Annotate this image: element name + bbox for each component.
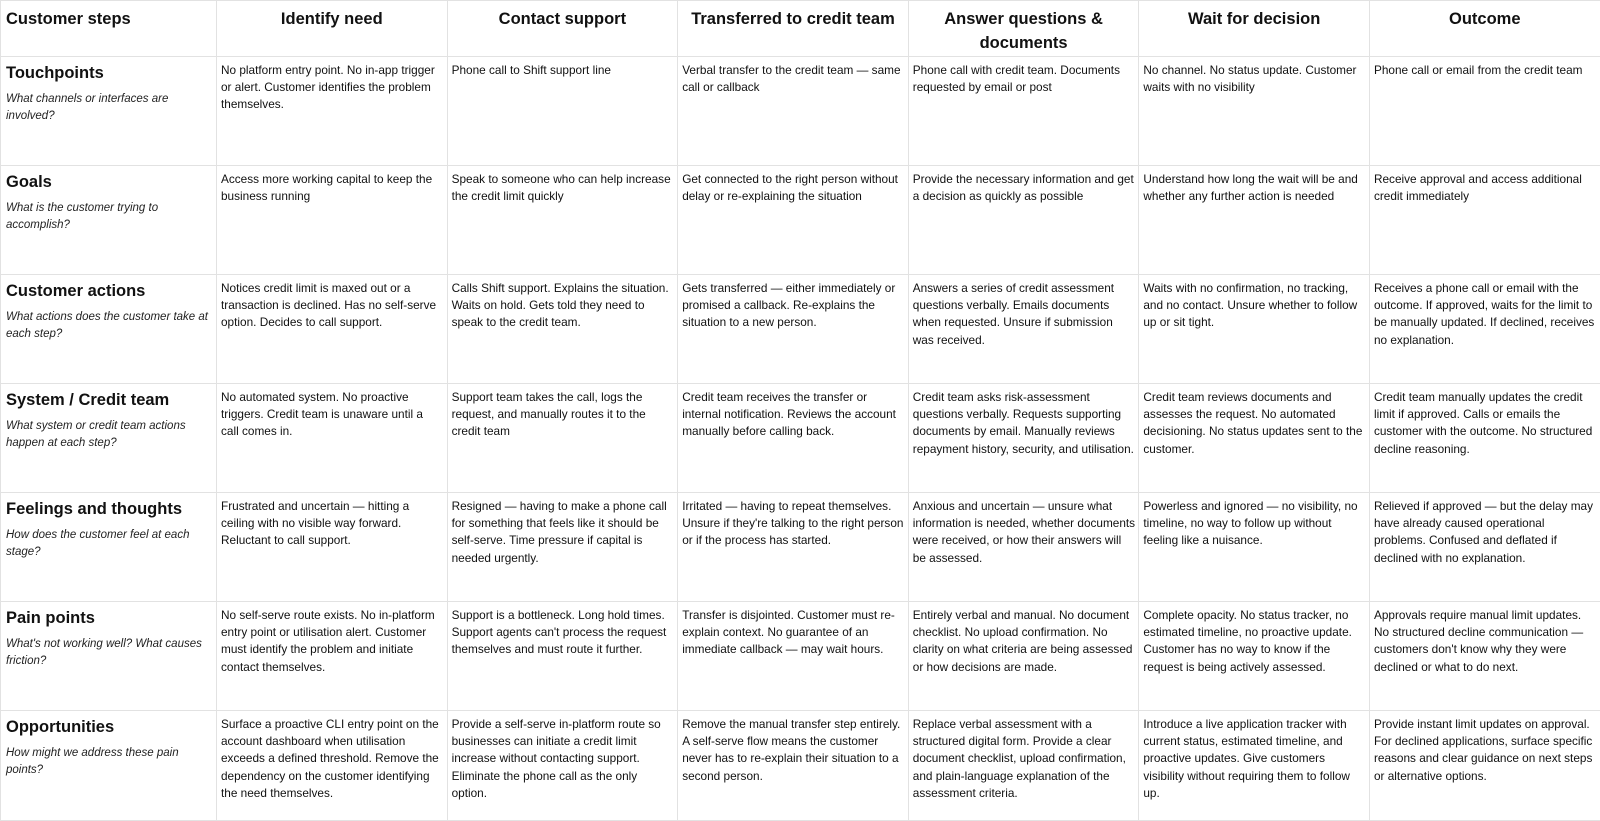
row-question: What channels or interfaces are involved? — [6, 91, 208, 125]
row-header — [1, 602, 217, 711]
row-question: What is the customer trying to accomplish? — [6, 200, 208, 234]
row-title: Goals — [6, 172, 208, 192]
table-cell: Entirely verbal and manual. No document checklist. No upload confirmation. No clarity on what criteria are being assessed or how decisions are made. — [908, 602, 1139, 711]
row-header — [1, 57, 217, 166]
table-cell: Calls Shift support. Explains the situation. Waits on hold. Gets told they need to speak to the credit team. — [447, 275, 678, 384]
row-goals — [1, 166, 1600, 275]
row-header — [1, 384, 217, 493]
table-cell: Access more working capital to keep the business running — [217, 166, 448, 275]
table-cell: Credit team receives the transfer or internal notification. Reviews the account manually before calling back. — [678, 384, 909, 493]
table-cell: Phone call to Shift support line — [447, 57, 678, 166]
table-cell: Understand how long the wait will be and whether any further action is needed — [1139, 166, 1370, 275]
row-system-credit-team — [1, 384, 1600, 493]
row-title: Pain points — [6, 608, 208, 628]
table-cell: Support team takes the call, logs the request, and manually routes it to the credit team — [447, 384, 678, 493]
row-question: What system or credit team actions happen at each step? — [6, 418, 208, 452]
table-cell: Provide a self-serve in-platform route so businesses can initiate a credit limit increase without contacting support. Eliminate the phone call as the only option. — [447, 711, 678, 821]
row-pain-points — [1, 602, 1600, 711]
table-cell: Provide instant limit updates on approval. For declined applications, surface specific reasons and clear guidance on next steps or alternative options. — [1369, 711, 1600, 821]
table-cell: Powerless and ignored — no visibility, no timeline, no way to follow up without feeling like a nuisance. — [1139, 493, 1370, 602]
table-cell: Resigned — having to make a phone call for something that feels like it should be self-serve. Time pressure if capital is needed urgently. — [447, 493, 678, 602]
row-question: How does the customer feel at each stage? — [6, 527, 208, 561]
column-header-contact-support: Contact support — [447, 1, 678, 57]
table-cell: Phone call with credit team. Documents requested by email or post — [908, 57, 1139, 166]
column-header-answer-questions-documents: Answer questions & documents — [908, 1, 1139, 57]
row-header — [1, 275, 217, 384]
table-cell: No channel. No status update. Customer waits with no visibility — [1139, 57, 1370, 166]
table-cell: Notices credit limit is maxed out or a transaction is declined. Has no self-serve option. Decides to call support. — [217, 275, 448, 384]
table-cell: No self-serve route exists. No in-platform entry point or utilisation alert. Customer must identify the problem and initiate contact themselves. — [217, 602, 448, 711]
table-cell: Anxious and uncertain — unsure what information is needed, whether documents were received, or how their answers will be assessed. — [908, 493, 1139, 602]
table-cell: Relieved if approved — but the delay may have already caused operational problems. Confused and deflated if declined with no explanation. — [1369, 493, 1600, 602]
row-question: How might we address these pain points? — [6, 745, 208, 779]
column-header-customer-steps: Customer steps — [1, 1, 217, 57]
table-cell: Approvals require manual limit updates. No structured decline communication — customers don't know why they were declined or what to do next. — [1369, 602, 1600, 711]
column-header-wait-for-decision: Wait for decision — [1139, 1, 1370, 57]
table-cell: Waits with no confirmation, no tracking, and no contact. Unsure whether to follow up or sit tight. — [1139, 275, 1370, 384]
row-header — [1, 711, 217, 821]
table-cell: Irritated — having to repeat themselves. Unsure if they're talking to the right person or if the process has started. — [678, 493, 909, 602]
row-question: What's not working well? What causes friction? — [6, 636, 208, 670]
table-cell: Transfer is disjointed. Customer must re-explain context. No guarantee of an immediate callback — may wait hours. — [678, 602, 909, 711]
column-header-outcome: Outcome — [1369, 1, 1600, 57]
table-cell: Introduce a live application tracker with current status, estimated timeline, and proactive updates. Give customers visibility without requiring them to follow up. — [1139, 711, 1370, 821]
table-cell: Provide the necessary information and get a decision as quickly as possible — [908, 166, 1139, 275]
table-cell: Phone call or email from the credit team — [1369, 57, 1600, 166]
table-cell: Replace verbal assessment with a structured digital form. Provide a clear document checklist, upload confirmation, and plain-language explanation of the assessment criteria. — [908, 711, 1139, 821]
header-row — [1, 1, 1600, 57]
table-cell: Speak to someone who can help increase the credit limit quickly — [447, 166, 678, 275]
table-cell: Credit team asks risk-assessment questions verbally. Requests supporting documents by email. Manually reviews repayment history, security, and utilisation. — [908, 384, 1139, 493]
table-cell: Get connected to the right person without delay or re-explaining the situation — [678, 166, 909, 275]
table-cell: No platform entry point. No in-app trigger or alert. Customer identifies the problem themselves. — [217, 57, 448, 166]
row-question: What actions does the customer take at each step? — [6, 309, 208, 343]
row-feelings-and-thoughts — [1, 493, 1600, 602]
table-cell: Credit team manually updates the credit limit if approved. Calls or emails the customer with the outcome. No structured decline reasoning. — [1369, 384, 1600, 493]
table-cell: Verbal transfer to the credit team — same call or callback — [678, 57, 909, 166]
row-header — [1, 166, 217, 275]
row-title: Touchpoints — [6, 63, 208, 83]
column-header-transferred-to-credit-team: Transferred to credit team — [678, 1, 909, 57]
table-cell: Remove the manual transfer step entirely. A self-serve flow means the customer never has to re-explain their situation to a second person. — [678, 711, 909, 821]
table-cell: Receives a phone call or email with the outcome. If approved, waits for the limit to be manually updated. If declined, receives no explanation. — [1369, 275, 1600, 384]
row-header — [1, 493, 217, 602]
table-cell: Answers a series of credit assessment questions verbally. Emails documents when requested. Unsure if submission was received. — [908, 275, 1139, 384]
row-title: Customer actions — [6, 281, 208, 301]
row-customer-actions — [1, 275, 1600, 384]
row-touchpoints — [1, 57, 1600, 166]
table-cell: Support is a bottleneck. Long hold times. Support agents can't process the request themselves and must route it further. — [447, 602, 678, 711]
row-title: Feelings and thoughts — [6, 499, 208, 519]
table-cell: Complete opacity. No status tracker, no estimated timeline, no proactive update. Customer has no way to know if the request is being actively assessed. — [1139, 602, 1370, 711]
table-cell: Gets transferred — either immediately or promised a callback. Re-explains the situation to a new person. — [678, 275, 909, 384]
table-cell: Receive approval and access additional credit immediately — [1369, 166, 1600, 275]
table-cell: Credit team reviews documents and assesses the request. No automated decisioning. No status updates sent to the customer. — [1139, 384, 1370, 493]
table-cell: Surface a proactive CLI entry point on the account dashboard when utilisation exceeds a defined threshold. Remove the dependency on the customer identifying the need themselves. — [217, 711, 448, 821]
column-header-identify-need: Identify need — [217, 1, 448, 57]
row-opportunities — [1, 711, 1600, 821]
table-cell: Frustrated and uncertain — hitting a ceiling with no visible way forward. Reluctant to call support. — [217, 493, 448, 602]
row-title: Opportunities — [6, 717, 208, 737]
table-cell: No automated system. No proactive triggers. Credit team is unaware until a call comes in. — [217, 384, 448, 493]
row-title: System / Credit team — [6, 390, 208, 410]
